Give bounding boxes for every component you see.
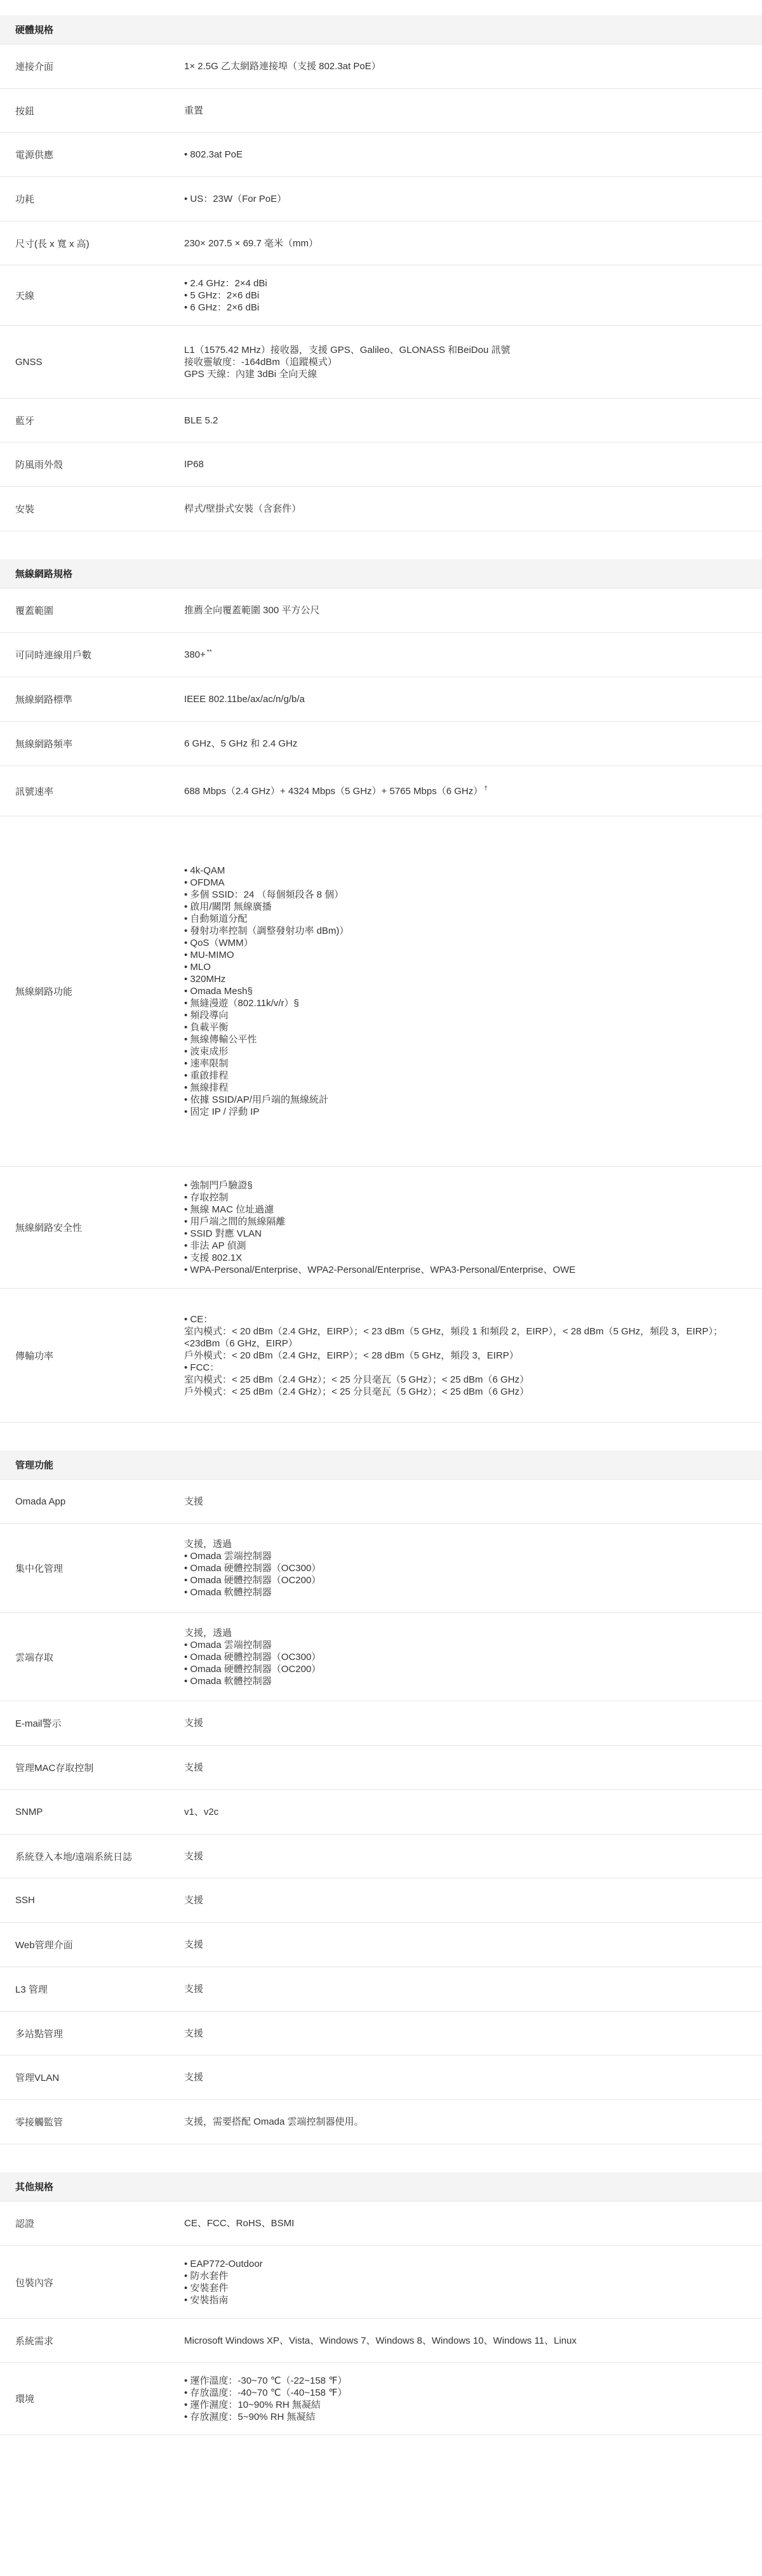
spec-value-line [184, 937, 737, 949]
spec-value-text: • 存取控制 [184, 1192, 229, 1203]
spec-value-line [184, 997, 737, 1009]
spec-value-text: 接收靈敏度：-164dBm（追蹤模式） [184, 356, 337, 368]
spec-value-line [184, 2399, 737, 2411]
spec-value-text: IEEE 802.11be/ax/ac/n/g/b/a [184, 694, 305, 705]
spec-value-line [184, 1586, 737, 1598]
spec-value-line [184, 368, 737, 380]
spec-row [0, 633, 762, 677]
spec-value [184, 677, 762, 721]
spec-row [0, 1746, 762, 1790]
spec-value-line [184, 1192, 737, 1204]
spec-row [0, 588, 762, 633]
spec-value [184, 1746, 762, 1789]
spec-value [184, 1923, 762, 1967]
spec-value-line [184, 738, 737, 750]
spec-label: 管理VLAN [15, 2073, 60, 2083]
spec-value-line [184, 1496, 737, 1508]
spec-label: GNSS [15, 356, 43, 368]
spec-value-text: 1× 2.5G 乙太網路連接埠（支援 802.3at PoE） [184, 61, 381, 72]
spec-value [184, 1289, 762, 1422]
spec-value-line [184, 1762, 737, 1774]
spec-value-text: • Omada 軟體控制器 [184, 1587, 272, 1598]
spec-value-line [184, 2387, 737, 2399]
spec-row [0, 1835, 762, 1878]
spec-value-text: • MU-MIMO [184, 950, 234, 960]
spec-value [184, 44, 762, 88]
spec-value-text: • 安裝套件 [184, 2283, 229, 2294]
spec-row [0, 1878, 762, 1923]
section-title: 硬體規格 [0, 15, 762, 44]
spec-value-text: BLE 5.2 [184, 415, 218, 426]
spec-label: 防風雨外殼 [15, 460, 64, 470]
spec-value-text: 688 Mbps（2.4 GHz）+ 4324 Mbps（5 GHz）+ 5765 Mbps（6 GHz） [184, 785, 483, 797]
spec-value-text: • 非法 AP 偵測 [184, 1240, 246, 1251]
spec-value-text: • 4k-QAM [184, 865, 225, 876]
spec-value-text: • 802.3at PoE [184, 149, 243, 160]
spec-label: SSH [15, 1895, 35, 1906]
spec-value-text: • 支援 802.1X [184, 1252, 243, 1263]
spec-value-text: • 固定 IP / 浮動 IP [184, 1106, 260, 1117]
spec-row [0, 677, 762, 722]
spec-label: 無線網路功能 [15, 986, 73, 997]
spec-row [0, 326, 762, 399]
spec-value-line [184, 2217, 737, 2229]
spec-value-line [184, 356, 737, 368]
spec-label: 系統需求 [15, 2335, 54, 2347]
spec-value-text: • 自動頻道分配 [184, 913, 248, 924]
spec-value-line [184, 1240, 737, 1252]
spec-value-line [184, 1386, 737, 1398]
spec-value-text: • US：23W（For PoE） [184, 194, 287, 204]
spec-row [0, 487, 762, 531]
spec-row [0, 222, 762, 265]
spec-value-text: 推薦全向覆蓋範圍 300 平方公尺 [184, 605, 320, 616]
spec-value-text: • 發射功率控制（調整發射功率 dBm)） [184, 926, 349, 936]
spec-row [0, 2055, 762, 2100]
spec-value-line [184, 1562, 737, 1574]
spec-value-line [184, 1009, 737, 1021]
spec-value-line [184, 1021, 737, 1033]
spec-value-text: • 5 GHz：2×6 dBi [184, 289, 260, 301]
spec-label: 雲端存取 [15, 1652, 54, 1663]
spec-value-text: 支援 [184, 1718, 204, 1729]
spec-value-line [184, 1313, 737, 1325]
spec-value-line [184, 2258, 737, 2270]
section-title: 無線網路規格 [0, 559, 762, 588]
spec-label: Omada App [15, 1496, 66, 1507]
spec-value-text: • SSID 對應 VLAN [184, 1228, 262, 1239]
spec-row [0, 442, 762, 487]
spec-row [0, 1480, 762, 1524]
spec-value-line [184, 865, 737, 877]
spec-value [184, 2363, 762, 2434]
spec-value-text: • 存放濕度：5~90% RH 無凝結 [184, 2411, 316, 2422]
spec-value-line [184, 1082, 737, 1094]
spec-value-text: GPS 天線：內建 3dBi 全向天線 [184, 368, 318, 380]
spec-row [0, 722, 762, 766]
footnote-marker: † [484, 785, 488, 792]
spec-value-line [184, 1106, 737, 1118]
spec-label: 包裝內容 [15, 2277, 54, 2288]
spec-value-text: • CE： [184, 1313, 213, 1325]
spec-value-line [184, 105, 737, 117]
spec-row [0, 133, 762, 177]
spec-value-line [184, 289, 737, 302]
spec-value-text: 桿式/壁掛式安裝（含套件） [184, 503, 302, 514]
spec-value-text: 支援，透過 [184, 1539, 232, 1550]
spec-value [184, 588, 762, 632]
spec-value-text: • 運作溫度：-30~70 ℃（-22~158 ℉） [184, 2375, 347, 2386]
spec-label: 多站點管理 [15, 2028, 64, 2040]
spec-value-line [184, 2116, 737, 2128]
spec-value-line [184, 2375, 737, 2387]
spec-value-line [184, 503, 737, 515]
spec-value-text: v1、v2c [184, 1807, 219, 1817]
section-gap [0, 531, 762, 559]
spec-value-line [184, 2282, 737, 2294]
section-title: 管理功能 [0, 1451, 762, 1480]
spec-row [0, 2319, 762, 2363]
spec-value-line [184, 785, 737, 797]
spec-value-text: • 依據 SSID/AP/用戶端的無線統計 [184, 1094, 328, 1105]
spec-value-line [184, 913, 737, 925]
spec-value-line [184, 1252, 737, 1264]
spec-value-text: 支援 [184, 1850, 204, 1862]
spec-value-text: • Omada 硬體控制器（OC300） [184, 1651, 321, 1663]
spec-label: 無線網路安全性 [15, 1223, 83, 1233]
spec-value-text: • WPA-Personal/Enterprise、WPA2-Personal/Enterprise、WPA3-Personal/Enterprise、OWE [184, 1264, 576, 1275]
spec-value-text: 支援 [184, 1895, 204, 1906]
spec-value-text: • Omada 硬體控制器（OC200） [184, 1575, 321, 1586]
spec-value-line [184, 1228, 737, 1240]
spec-value-text: • 無線傳輸公平性 [184, 1034, 257, 1045]
spec-value-text: • FCC： [184, 1362, 220, 1373]
spec-value-text: • QoS（WMM） [184, 938, 253, 948]
spec-value-text: CE、FCC、RoHS、BSMI [184, 2218, 295, 2229]
spec-value-line [184, 1894, 737, 1906]
spec-value-text: • 6 GHz：2×6 dBi [184, 302, 260, 313]
spec-value-line [184, 973, 737, 985]
spec-value-text: • 速率限制 [184, 1058, 229, 1069]
spec-value-text: • 安裝指南 [184, 2295, 229, 2306]
spec-value [184, 1701, 762, 1745]
spec-value-line [184, 1574, 737, 1586]
spec-value-line [184, 985, 737, 997]
spec-value-line [184, 649, 737, 661]
spec-value-line [184, 949, 737, 961]
spec-value [184, 265, 762, 325]
spec-value-text: • Omada 雲端控制器 [184, 1639, 272, 1650]
spec-value [184, 326, 762, 398]
spec-label: 按鈕 [15, 105, 35, 117]
spec-value-line [184, 1850, 737, 1862]
spec-value-text: 230× 207.5 × 69.7 毫米（mm） [184, 237, 318, 249]
spec-value [184, 487, 762, 531]
spec-value-text: • Omada 硬體控制器（OC300） [184, 1563, 321, 1574]
spec-value [184, 766, 762, 816]
section-gap [0, 1423, 762, 1451]
spec-value-text: • MLO [184, 962, 211, 973]
section-gap [0, 2144, 762, 2172]
spec-value-line [184, 2411, 737, 2423]
spec-value-line [184, 1362, 737, 1374]
spec-value-text: Microsoft Windows XP、Vista、Windows 7、Windows 8、Windows 10、Windows 11、Linux [184, 2335, 577, 2346]
spec-label: 環境 [15, 2394, 35, 2405]
spec-value-line [184, 1204, 737, 1216]
spec-value-line [184, 604, 737, 616]
spec-value-text: • 用戶端之間的無線隔離 [184, 1216, 286, 1227]
spec-value-line [184, 1070, 737, 1082]
spec-value-text: • Omada 軟體控制器 [184, 1675, 272, 1687]
spec-label: 系統登入本地/遠端系統日誌 [15, 1851, 133, 1862]
spec-value-text: 室內模式：< 25 dBm（2.4 GHz）；< 25 分貝毫瓦（5 GHz）；< 25 dBm（6 GHz） [184, 1374, 530, 1385]
spec-value-line [184, 877, 737, 889]
spec-value-text: 支援 [184, 1984, 204, 1995]
spec-value-text: 支援，透過 [184, 1627, 232, 1638]
spec-label: 天線 [15, 290, 35, 302]
spec-value [184, 222, 762, 265]
spec-value-line [184, 2071, 737, 2083]
spec-row [0, 265, 762, 326]
spec-label: 連接介面 [15, 62, 54, 72]
section-title: 其他規格 [0, 2172, 762, 2201]
spec-label: SNMP [15, 1807, 43, 1817]
spec-row [0, 1167, 762, 1289]
spec-value-text: • 啟用/關閉 無線廣播 [184, 901, 272, 912]
spec-value-line [184, 415, 737, 427]
spec-value-line [184, 1538, 737, 1550]
spec-label: 覆蓋範圍 [15, 606, 54, 616]
spec-value-text: 支援 [184, 2028, 204, 2039]
spec-value-text: IP68 [184, 459, 204, 470]
spec-value-line [184, 1627, 737, 1639]
spec-value-line [184, 60, 737, 72]
spec-value-line [184, 237, 737, 249]
spec-label: 電源供應 [15, 150, 54, 161]
spec-row [0, 816, 762, 1167]
spec-value-line [184, 901, 737, 913]
spec-value [184, 722, 762, 766]
spec-value-text: 戶外模式：< 25 dBm（2.4 GHz）；< 25 分貝毫瓦（5 GHz）；< 25 dBm（6 GHz） [184, 1386, 530, 1397]
spec-value-text: • OFDMA [184, 877, 225, 888]
footnote-marker: ** [206, 649, 212, 656]
spec-value-line [184, 1179, 737, 1192]
spec-value [184, 1167, 762, 1288]
spec-value-line [184, 1058, 737, 1070]
spec-label: Web管理介面 [15, 1940, 73, 1951]
spec-value [184, 1613, 762, 1701]
spec-value [184, 1524, 762, 1612]
spec-value-text: • 波束成形 [184, 1046, 229, 1057]
spec-label: 傳輸功率 [15, 1350, 54, 1362]
spec-label: 認證 [15, 2219, 35, 2229]
spec-label: 無線網路標準 [15, 694, 73, 705]
spec-value-text: L1（1575.42 MHz）接收器，支援 GPS、Galileo、GLONASS 和BeiDou 訊號 [184, 344, 511, 355]
spec-value-line [184, 1639, 737, 1651]
spec-value [184, 1878, 762, 1922]
spec-label: 集中化管理 [15, 1564, 64, 1574]
spec-row [0, 1701, 762, 1746]
spec-label: 零接觸監管 [15, 2117, 64, 2128]
spec-value [184, 2012, 762, 2055]
spec-row [0, 1613, 762, 1701]
spec-value-text: • 運作濕度：10~90% RH 無凝結 [184, 2399, 321, 2410]
spec-value-line [184, 277, 737, 289]
spec-label: L3 管理 [15, 1984, 48, 1995]
spec-value-line [184, 193, 737, 205]
spec-value-line [184, 149, 737, 161]
spec-value-line [184, 925, 737, 937]
spec-value-text: 380+ [184, 649, 206, 660]
spec-value-line [184, 2294, 737, 2306]
spec-value-line [184, 1325, 737, 1350]
spec-value [184, 2319, 762, 2362]
spec-value-line [184, 1806, 737, 1818]
spec-value [184, 633, 762, 677]
spec-value-line [184, 2028, 737, 2040]
spec-value [184, 2246, 762, 2318]
spec-label: 尺寸(長 x 寬 x 高) [15, 238, 90, 249]
spec-value-line [184, 693, 737, 705]
spec-value-line [184, 1663, 737, 1675]
spec-label: 管理MAC存取控制 [15, 1763, 94, 1774]
spec-value-text: 支援，需要搭配 Omada 雲端控制器使用。 [184, 2116, 364, 2127]
spec-value-line [184, 1046, 737, 1058]
spec-value-text: 支援 [184, 1496, 204, 1507]
spec-value-text: 支援 [184, 1939, 204, 1950]
spec-label: 安裝 [15, 504, 35, 515]
spec-value-text: 6 GHz、5 GHz 和 2.4 GHz [184, 738, 298, 749]
spec-value-text: 重置 [184, 105, 204, 116]
spec-value [184, 1967, 762, 2011]
spec-row [0, 2363, 762, 2435]
spec-row [0, 1790, 762, 1835]
spec-value [184, 2201, 762, 2245]
spec-value [184, 399, 762, 442]
spec-value-text: • Omada 硬體控制器（OC200） [184, 1663, 321, 1675]
spec-value-text: • Omada 雲端控制器 [184, 1551, 272, 1562]
spec-value-text: 室內模式：< 20 dBm（2.4 GHz，EIRP）；< 23 dBm（5 GHz，頻段 1 和頻段 2，EIRP），< 28 dBm（5 GHz，頻段 3，EIRP）；<23dBm（6 GHz，EIRP） [184, 1325, 723, 1349]
spec-value-line [184, 1216, 737, 1228]
spec-value-line [184, 1264, 737, 1276]
spec-value [184, 1835, 762, 1878]
spec-value [184, 177, 762, 221]
spec-value-line [184, 1374, 737, 1386]
spec-value-text: • 多個 SSID：24 （每個頻段各 8 個） [184, 889, 344, 900]
spec-value-text: • 防水套件 [184, 2271, 229, 2281]
spec-value-text: • 強制門戶驗證§ [184, 1179, 253, 1191]
spec-value-line [184, 1550, 737, 1562]
spec-value-line [184, 1033, 737, 1046]
spec-value-text: • 2.4 GHz：2×4 dBi [184, 277, 267, 289]
spec-value-text: 支援 [184, 1762, 204, 1773]
spec-value [184, 89, 762, 132]
spec-value-line [184, 1350, 737, 1362]
spec-value-line [184, 2270, 737, 2282]
spec-row [0, 399, 762, 442]
spec-value-text: • 重啟排程 [184, 1070, 229, 1081]
spec-value-text: • 無縫漫遊（802.11k/v/r）§ [184, 998, 299, 1009]
spec-value-text: 戶外模式：< 20 dBm（2.4 GHz，EIRP）；< 28 dBm（5 GHz，頻段 3，EIRP） [184, 1350, 519, 1361]
spec-value-text: • 無線排程 [184, 1082, 229, 1093]
spec-row [0, 1967, 762, 2012]
spec-value-line [184, 889, 737, 901]
spec-row [0, 2246, 762, 2319]
spec-row [0, 1524, 762, 1613]
spec-label: 藍牙 [15, 415, 35, 427]
spec-label: 可同時連線用戶數 [15, 650, 92, 661]
spec-value-text: 支援 [184, 2072, 204, 2083]
spec-value-line [184, 961, 737, 973]
spec-row [0, 2100, 762, 2144]
spec-row [0, 766, 762, 816]
spec-value-line [184, 1939, 737, 1951]
spec-value [184, 133, 762, 176]
spec-value-line [184, 1717, 737, 1729]
spec-value-text: • 負載平衡 [184, 1022, 229, 1033]
spec-label: 無線網路頻率 [15, 739, 73, 750]
spec-value [184, 442, 762, 486]
spec-value-line [184, 1983, 737, 1995]
spec-value-text: • 頻段導向 [184, 1010, 229, 1021]
spec-label: E-mail警示 [15, 1718, 62, 1729]
spec-value-text: • 無線 MAC 位址過濾 [184, 1204, 274, 1215]
spec-value-text: • EAP772-Outdoor [184, 2259, 263, 2269]
spec-value-text: • 存放溫度：-40~70 ℃（-40~158 ℉） [184, 2387, 347, 2398]
spec-row [0, 89, 762, 133]
spec-value [184, 2100, 762, 2144]
spec-value-line [184, 1094, 737, 1106]
spec-row [0, 177, 762, 222]
spec-value-line [184, 302, 737, 314]
spec-value-line [184, 1675, 737, 1687]
spec-value-text: • Omada Mesh§ [184, 986, 253, 997]
spec-value [184, 1480, 762, 1524]
spec-label: 訊號速率 [15, 786, 54, 797]
spec-value-line [184, 2335, 737, 2347]
spec-value [184, 2055, 762, 2099]
spec-value-line [184, 344, 737, 356]
spec-row [0, 1289, 762, 1423]
spec-value [184, 816, 762, 1166]
spec-row [0, 1923, 762, 1967]
spec-label: 功耗 [15, 194, 35, 205]
spec-row [0, 2012, 762, 2055]
spec-row [0, 44, 762, 89]
section-gap [0, 0, 762, 15]
spec-value-text: • 320MHz [184, 974, 226, 985]
spec-value [184, 1790, 762, 1834]
spec-value-line [184, 458, 737, 470]
spec-value-line [184, 1651, 737, 1663]
spec-row [0, 2201, 762, 2246]
